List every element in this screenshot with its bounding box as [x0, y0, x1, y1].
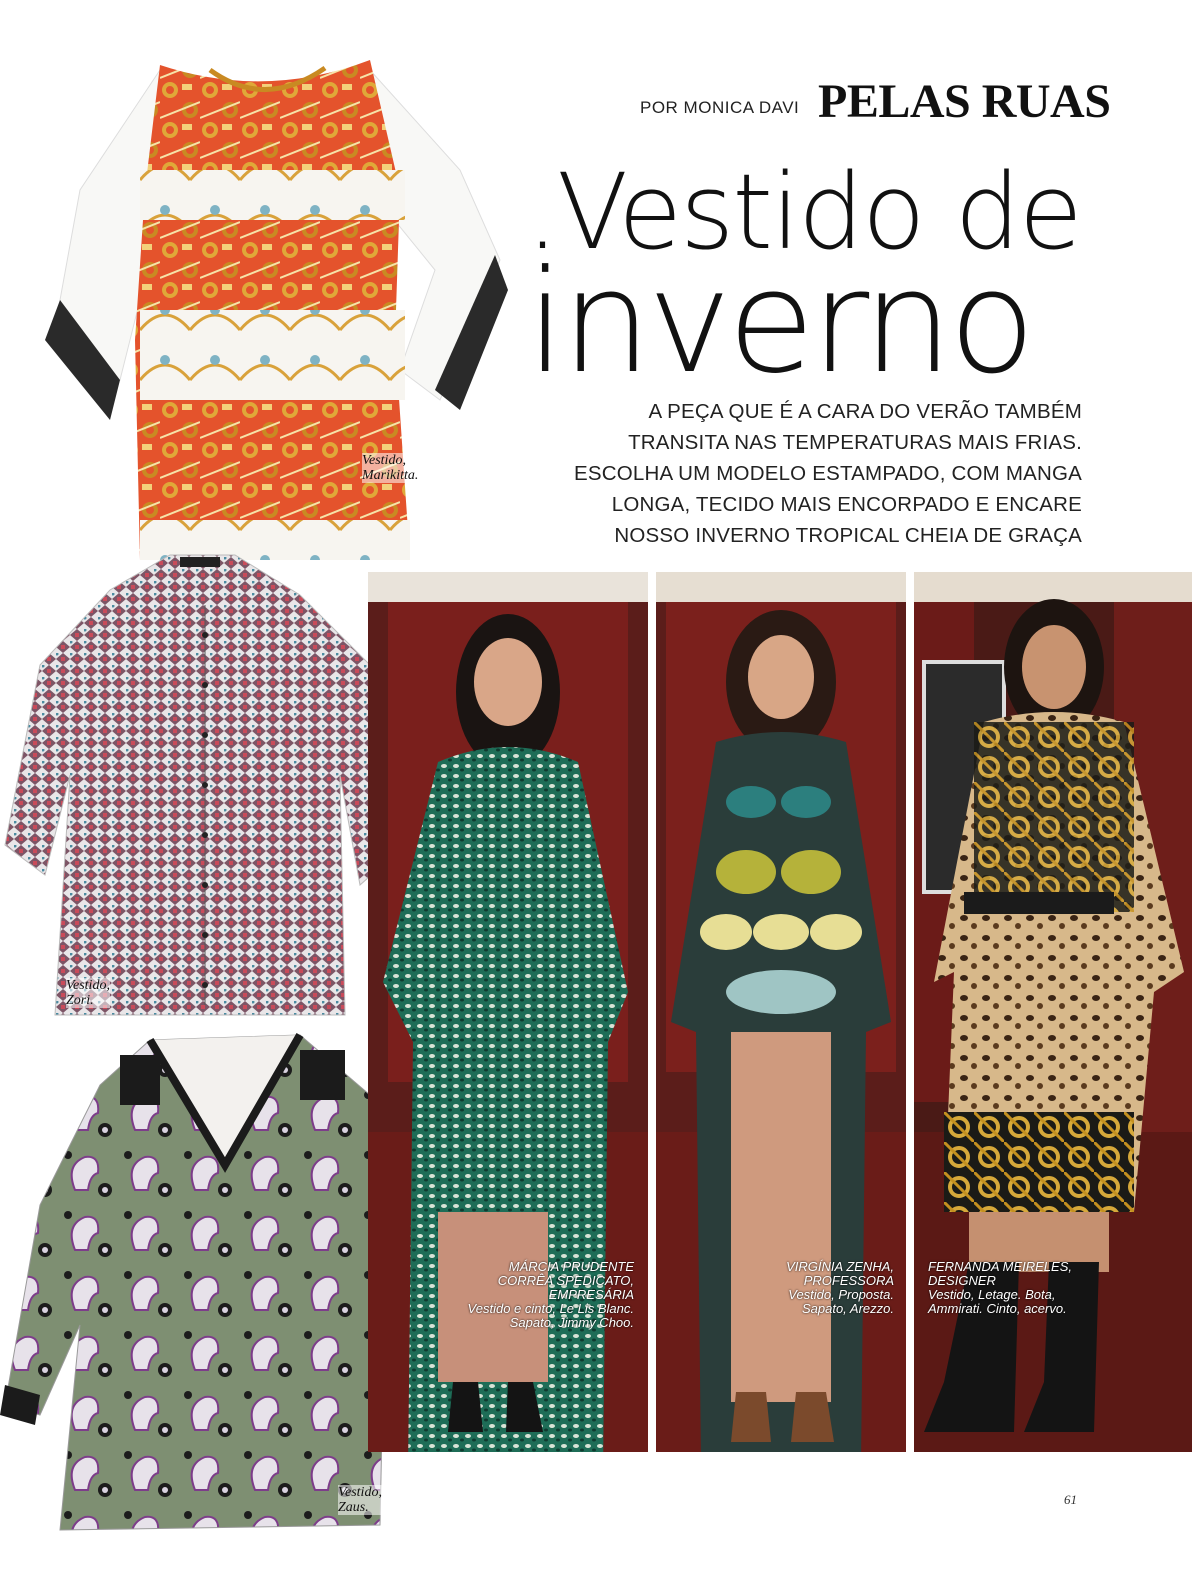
section-title: PELAS RUAS [818, 75, 1111, 128]
deck-line: TRANSITA NAS TEMPERATURAS MAIS FRIAS. [628, 431, 1082, 454]
person-name-line: PROFESSORA [803, 1273, 894, 1288]
person-name-line: MÁRCIA PRUDENTE [508, 1259, 634, 1274]
deck-line: ESCOLHA UM MODELO ESTAMPADO, COM MANGA [573, 462, 1082, 485]
credit-line: Vestido, Proposta. [788, 1287, 894, 1302]
deck-text [522, 396, 1082, 551]
credit-line: Vestido, Letage. Bota, [928, 1287, 1056, 1302]
caption-line: Zori. [66, 993, 94, 1008]
street-photo-virginia [656, 572, 906, 1452]
caption-line: Vestido, [362, 453, 406, 468]
deck-line: LONGA, TECIDO MAIS ENCORPADO E ENCARE [611, 493, 1082, 516]
photo-caption-fernanda [928, 1260, 1128, 1316]
person-name-line: CORRÊA SPEDICATO, [497, 1273, 634, 1288]
photo-illustration [914, 572, 1192, 1452]
product-image-zori-dress [0, 545, 410, 1025]
dress-illustration [40, 40, 510, 600]
caption-line: Vestido, [338, 1485, 382, 1500]
credit-line: Vestido e cinto, Le Lis Blanc. [467, 1301, 634, 1316]
product-caption-zori [66, 978, 110, 1008]
street-photo-fernanda [914, 572, 1192, 1452]
credit-line: Ammirati. Cinto, acervo. [928, 1301, 1067, 1316]
photo-caption-virginia [700, 1260, 894, 1316]
dress-illustration [0, 545, 410, 1025]
headline-line-2: inverno [526, 240, 1032, 405]
person-name-line: DESIGNER [928, 1273, 996, 1288]
caption-line: Zaus. [338, 1500, 369, 1515]
page-number: 61 [1064, 1492, 1077, 1507]
product-image-marikitta-dress [40, 40, 510, 600]
person-name-line: EMPRESÁRIA [548, 1287, 634, 1302]
credit-line: Sapato, Arezzo. [801, 1301, 894, 1316]
person-name-line: VIRGÍNIA ZENHA, [786, 1259, 894, 1274]
caption-line: Marikitta. [362, 468, 419, 483]
product-caption-marikitta [362, 453, 418, 483]
product-caption-zaus [338, 1485, 382, 1515]
deck-line: A PEÇA QUE É A CARA DO VERÃO TAMBÉM [648, 400, 1082, 423]
credit-line: Sapato, Jimmy Choo. [509, 1315, 634, 1330]
headline-line-1: .Vestido de [526, 151, 1081, 273]
photo-caption-marcia [430, 1260, 634, 1330]
person-name-line: FERNANDA MEIRELES, [928, 1259, 1072, 1274]
caption-line: Vestido, [66, 978, 110, 993]
deck-line: NOSSO INVERNO TROPICAL CHEIA DE GRAÇA [614, 524, 1082, 547]
photo-illustration [656, 572, 906, 1452]
byline: POR MONICA DAVI [640, 98, 800, 117]
